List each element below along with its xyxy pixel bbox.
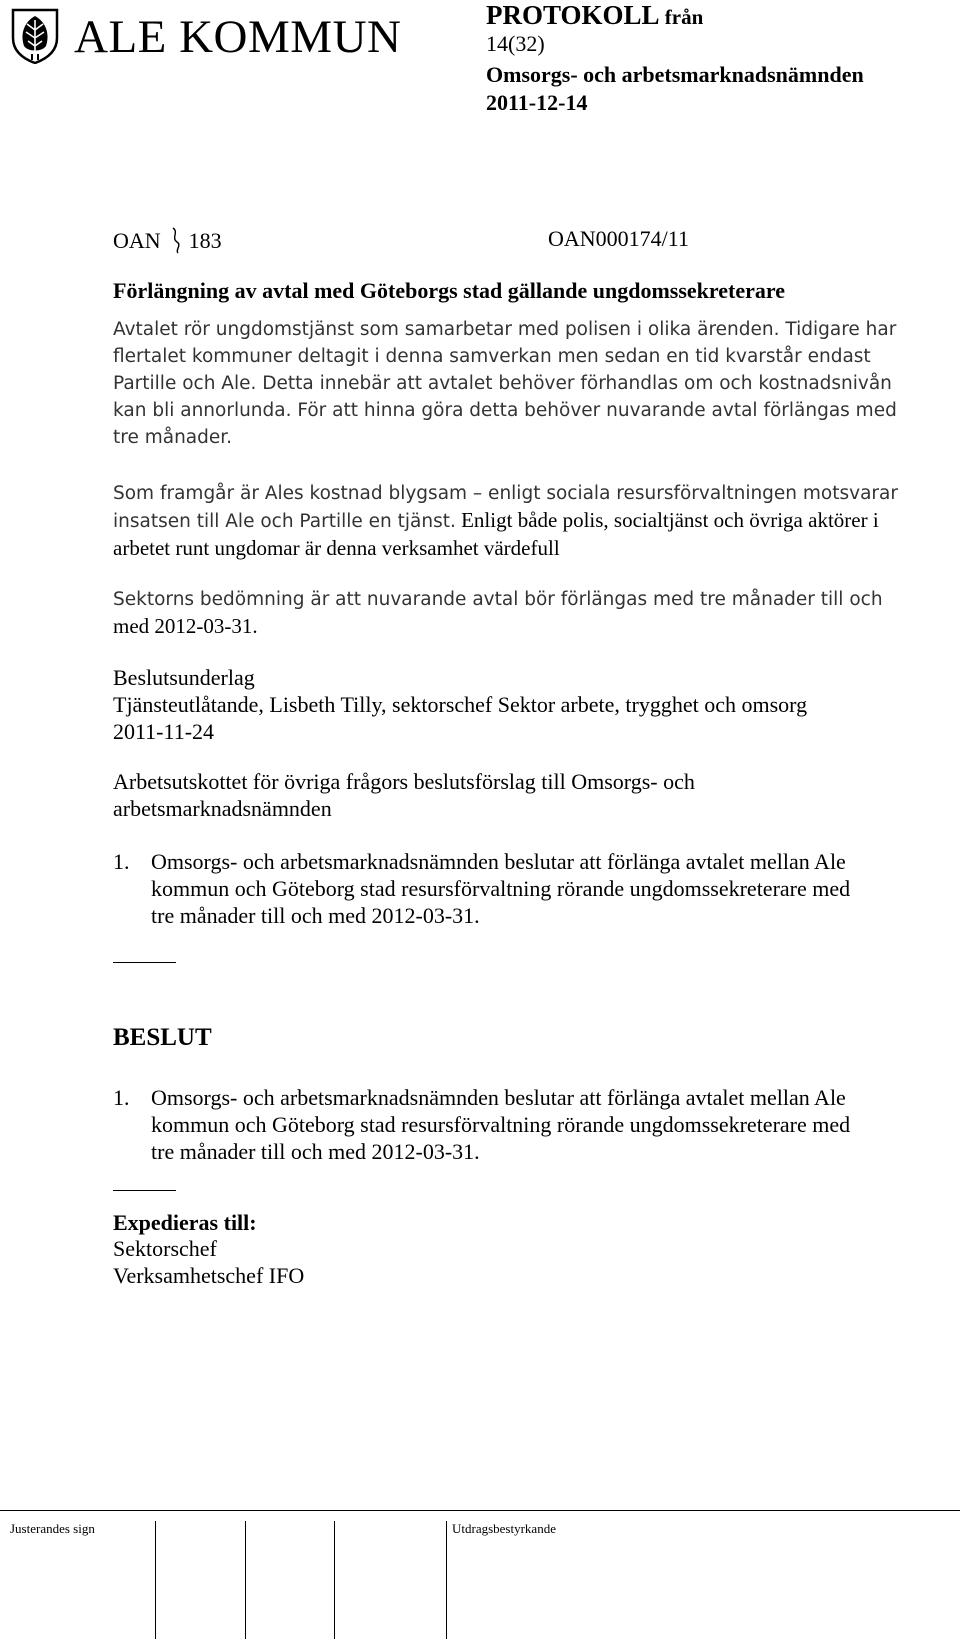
list-text (151, 1084, 941, 1165)
text-line: Sektorns bedömning är att nuvarande avtal bör förlängas med tre månader till och (113, 589, 883, 610)
text-segment: Enligt både polis, socialtjänst och övriga aktörer i (455, 508, 879, 532)
decision-heading: BESLUT (113, 1024, 212, 1051)
text-line: arbetsmarknadsnämnden (113, 796, 332, 821)
list-number: 1. (113, 1085, 130, 1110)
logo-text: ALE KOMMUN (74, 11, 402, 63)
text-line: Tjänsteutlåtande, Lisbeth Tilly, sektorschef Sektor arbete, trygghet och omsorg (113, 692, 808, 717)
proposal-heading (113, 768, 933, 822)
paragraph-cost (113, 480, 923, 562)
text-line: tre månader till och med 2012-03-31. (151, 903, 480, 928)
text-line: 2011-11-24 (113, 719, 215, 744)
committee-name: Omsorgs- och arbetsmarknadsnämnden (486, 62, 864, 87)
text-line: Omsorgs- och arbetsmarknadsnämnden beslutar att förlänga avtalet mellan Ale (151, 1085, 846, 1110)
text-segment: insatsen till Ale och Partille en tjänst. (113, 511, 456, 532)
page-number: 14(32) (486, 31, 545, 56)
justification-label: Justerandes sign (10, 1521, 95, 1536)
text-line (113, 507, 923, 535)
protocol-label: PROTOKOLL (486, 0, 659, 30)
text-line: tre månader. (113, 427, 233, 448)
decision-item (113, 1084, 933, 1165)
text-line: Avtalet rör ungdomstjänst som samarbetar med polisen i olika ärenden. Tidigare har (113, 319, 897, 340)
signature-box-divider (334, 1521, 335, 1639)
text-line: flertalet kommuner deltagit i denna samverkan men sedan en tid kvarstår endast (113, 346, 871, 367)
text-line: kan bli annorlunda. För att hinna göra detta behöver nuvarande avtal förlängas med (113, 400, 897, 421)
text-line: Omsorgs- och arbetsmarknadsnämnden beslutar att förlänga avtalet mellan Ale (151, 849, 846, 874)
text-line: kommun och Göteborg stad resursförvaltning rörande ungdomssekreterare med (151, 1112, 851, 1137)
list-text (151, 848, 941, 929)
dispatch-recipient: Verksamhetschef IFO (113, 1263, 305, 1288)
text-line: Som framgår är Ales kostnad blygsam – enligt sociala resursförvaltningen motsvarar (113, 483, 898, 504)
basis-label: Beslutsunderlag (113, 665, 255, 690)
case-title: Förlängning av avtal med Göteborgs stad gällande ungdomssekreterare (113, 278, 786, 303)
text-line: arbetet runt ungdomar är denna verksamhet värdefull (113, 536, 560, 560)
signature-box-divider (446, 1521, 447, 1639)
case-bar (113, 226, 689, 254)
signature-box-divider (155, 1521, 156, 1639)
list-number: 1. (113, 849, 130, 874)
tree-emblem-icon (10, 8, 60, 64)
case-prefix: OAN (113, 228, 161, 253)
protocol-title (486, 0, 703, 31)
municipality-logo (10, 8, 402, 66)
signature-box-divider (245, 1521, 246, 1639)
paragraph-mark-icon (169, 226, 183, 254)
paragraph-assessment (113, 586, 923, 640)
text-line: kommun och Göteborg stad resursförvaltning rörande ungdomssekreterare med (151, 876, 851, 901)
meeting-date: 2011-12-14 (486, 90, 588, 115)
text-line: med 2012-03-31. (113, 614, 258, 638)
divider (113, 1190, 176, 1191)
paragraph-background (113, 316, 923, 451)
text-line: Partille och Ale. Detta innebär att avtalet behöver förhandlas om och kostnadsnivån (113, 373, 892, 394)
divider (113, 962, 176, 963)
case-number: 183 (188, 228, 222, 253)
case-reference: OAN000174/11 (548, 226, 689, 251)
footer-rule (0, 1510, 960, 1511)
certification-label: Utdragsbestyrkande (452, 1521, 556, 1536)
protocol-suffix: från (664, 5, 704, 29)
text-line: Arbetsutskottet för övriga frågors beslutsförslag till Omsorgs- och (113, 769, 695, 794)
text-line: tre månader till och med 2012-03-31. (151, 1139, 480, 1164)
dispatch-heading: Expedieras till: (113, 1210, 257, 1235)
decision-basis (113, 664, 933, 745)
proposal-item (113, 848, 933, 929)
dispatch-recipient: Sektorschef (113, 1236, 217, 1261)
